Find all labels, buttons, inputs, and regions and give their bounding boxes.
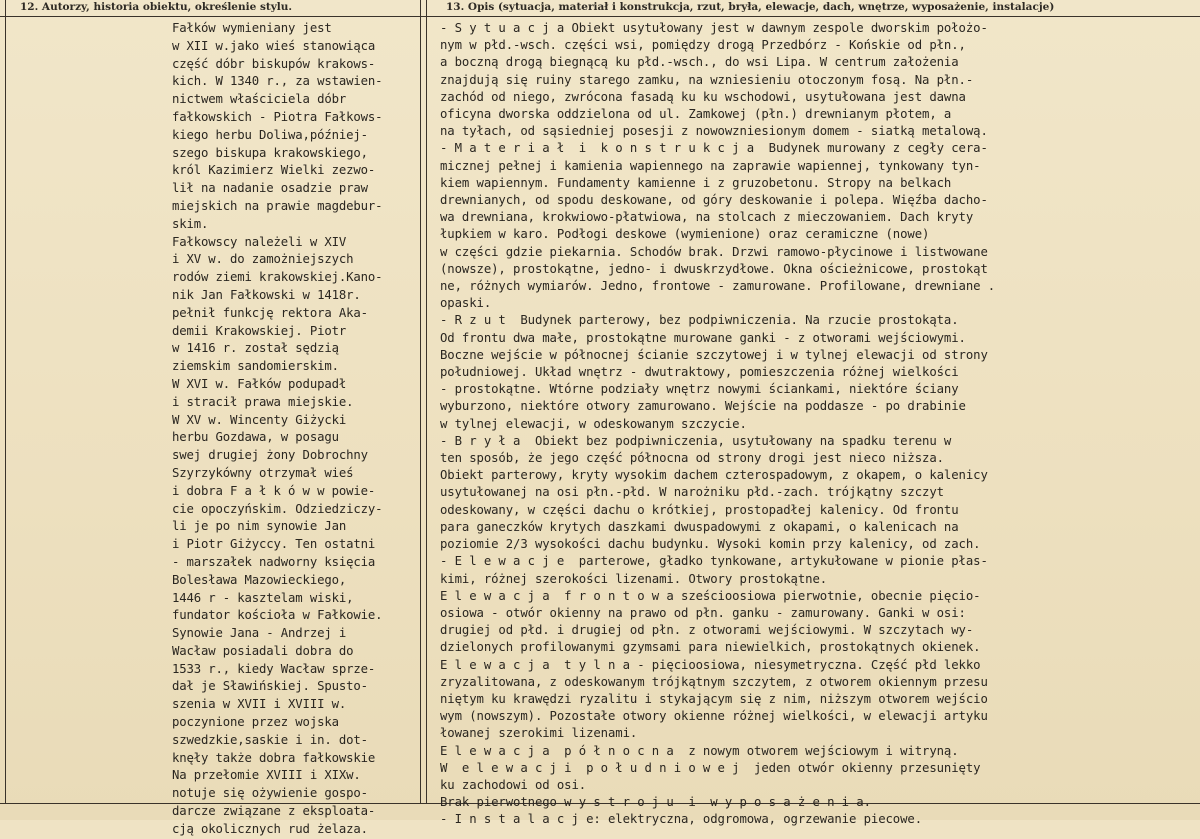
history-text-line: 1446 r - kasztelam wiski, (172, 590, 354, 605)
history-text-line: i Piotr Giżyccy. Ten ostatni (172, 537, 376, 552)
column-divider-right (426, 0, 427, 804)
history-text-line: Fałkowscy należeli w XIV (172, 234, 347, 249)
description-text-line: ne, różnych wymiarów. Jedno, frontowe - zamurowane. Profilowane, drewniane . (440, 279, 996, 294)
description-text-line: kiem wapiennym. Fundamenty kamienne i z gruzobetonu. Stropy na belkach (440, 175, 952, 190)
history-text-line: szego biskupa krakowskiego, (172, 145, 368, 160)
history-text-line: knęły także dobra fałkowskie (172, 750, 376, 765)
history-text-line: W XVI w. Fałków podupadł (172, 376, 347, 391)
description-text-line: usytułowanej na osi płn.-płd. W narożniku płd.-zach. trójkątny szczyt (440, 485, 944, 500)
left-border (5, 0, 6, 804)
history-text-line: pełnił funkcję rektora Aka- (172, 305, 368, 320)
history-text-line: w 1416 r. został sędzią (172, 341, 339, 356)
description-text-line: kimi, różnej szerokości lizenami. Otwory prostokątne. (440, 571, 828, 586)
history-text-line: poczynione przez wojska (172, 715, 339, 730)
history-text-line: swej drugiej żony Dobrochny (172, 448, 368, 463)
description-text-line: drugiej od płd. i drugiej od płn. z otworami wejściowymi. W szczytach wy- (440, 623, 974, 638)
description-text-line: opaski. (440, 296, 492, 311)
description-text-line: nym w płd.-wsch. części wsi, pomiędzy drogą Przedbórz - Końskie od płn., (440, 38, 966, 53)
history-text-line: Wacław posiadali dobra do (172, 643, 354, 658)
history-text-line: część dóbr biskupów krakows- (172, 56, 376, 71)
history-text-line: kich. W 1340 r., za wstawien- (172, 74, 383, 89)
history-text-line: demii Krakowskiej. Piotr (172, 323, 347, 338)
history-text-line: szwedzkie,saskie i in. dot- (172, 732, 368, 747)
history-text-line: miejskich na prawie magdebur- (172, 198, 383, 213)
description-text-line: Brak pierwotnego w y s t r o j u i w y p o s a ż e n i a. (440, 795, 871, 810)
history-text-line: 1533 r., kiedy Wacław sprze- (172, 661, 376, 676)
history-text-line: Szyrzykówny otrzymał wieś (172, 465, 354, 480)
history-text-line: kiego herbu Doliwa,później- (172, 127, 368, 142)
history-text-line: nictwem właściciela dóbr (172, 92, 347, 107)
description-text-line: zryzalitowana, z odeskowanym trójkątnym szczytem, z otworem okiennym przesu (440, 674, 988, 689)
history-text-line: dał je Sławińskiej. Spusto- (172, 679, 368, 694)
description-text-line: - M a t e r i a ł i k o n s t r u k c j a Budynek murowany z cegły cera- (440, 141, 988, 156)
description-text-line: wym (nowszym). Pozostałe otwory okienne różnej wielkości, w elewacji artyku (440, 709, 988, 724)
description-text-line: południowej. Układ wnętrz - dwutraktowy, pomieszczenia różnej wielkości (440, 365, 959, 380)
description-text-line: na tyłach, od sąsiedniej posesji z nowowzniesionym domem - siatką metalową. (440, 124, 988, 139)
history-text-line: lił na nadanie osadzie praw (172, 181, 368, 196)
description-text-line: - B r y ł a Obiekt bez podpiwniczenia, usytułowany na spadku terenu w (440, 433, 952, 448)
history-text-line: nik Jan Fałkowski w 1418r. (172, 287, 361, 302)
description-text-line: niętym ku krawędzi ryzalitu i stykającym się z nim, niższym otworem wejścio (440, 691, 988, 706)
history-text-line: fundator kościoła w Fałkowie. (172, 608, 383, 623)
description-text-line: wa drewniana, krokwiowo-płatwiowa, na stolcach z mieczowaniem. Dach kryty (440, 210, 974, 225)
description-text-line: zachód od niego, zwrócona fasadą ku ku wschodowi, usytułowana jest dawna (440, 89, 966, 104)
description-text-line: drewnianych, od spodu deskowane, od góry deskowanie i polepa. Więźba dacho- (440, 193, 988, 208)
description-text-line: Od frontu dwa małe, prostokątne murowane ganki - z otworami wejściowymi. (440, 330, 966, 345)
section-12-header: 12. Autorzy, historia obiektu, określenie stylu. (20, 1, 293, 13)
description-text-line: w części gdzie piekarnia. Schodów brak. Drzwi ramowo-płycinowe i listwowane (440, 244, 988, 259)
history-text-line: notuje się ożywienie gospo- (172, 786, 368, 801)
description-text-line: para ganeczków krytych daszkami dwuspadowymi z okapami, o kalenicach na (440, 519, 959, 534)
history-text-line: li je po nim synowie Jan (172, 519, 347, 534)
history-text-line: cją okolicznych rud żelaza. (172, 821, 368, 836)
description-text-line: oficyna dworska oddzielona od ul. Zamkowej (płn.) drewnianym płotem, a (440, 107, 952, 122)
history-text-line: skim. (172, 216, 209, 231)
description-text-line: W e l e w a c j i p o ł u d n i o w e j jeden otwór okienny przesunięty (440, 760, 981, 775)
description-text-line: ku zachodowi od osi. (440, 777, 587, 792)
description-text-line: a boczną drogą biegnącą ku płd.-wsch., do wsi Lipa. W centrum założenia (440, 55, 959, 70)
description-text-line: E l e w a c j a p ó ł n o c n a z nowym otworem wejściowym i witryną. (440, 743, 959, 758)
description-text-line: E l e w a c j a f r o n t o w a sześcioosiowa pierwotnie, obecnie pięcio- (440, 588, 981, 603)
description-text-line: poziomie 2/3 wysokości dachu budynku. Wysoki komin przy kalenicy, od zach. (440, 537, 981, 552)
description-text-line: odeskowany, w części dachu o krótkiej, prostopadłej kalenicy. Od frontu (440, 502, 959, 517)
description-text-line: ten sposób, że jego część północna od strony drogi jest nieco niższa. (440, 451, 944, 466)
description-text-line: Obiekt parterowy, kryty wysokim dachem czterospadowym, z okapem, o kalenicy (440, 468, 988, 483)
history-text-line: i stracił prawa miejskie. (172, 394, 354, 409)
history-text-line: Synowie Jana - Andrzej i (172, 626, 347, 641)
history-text-line: cie opoczyńskim. Odziedziczy- (172, 501, 383, 516)
history-text-line: Bolesława Mazowieckiego, (172, 572, 347, 587)
history-text-line: darcze związane z eksploata- (172, 804, 376, 819)
description-text-line: osiowa - otwór okienny na prawo od płn. ganku - zamurowany. Ganki w osi: (440, 605, 966, 620)
history-text-line: i XV w. do zamożniejszych (172, 252, 354, 267)
description-text-line: łupkiem w karo. Podłogi deskowe (wymienione) oraz ceramiczne (nowe) (440, 227, 930, 242)
description-text-line: dzielonych profilowanymi gzymsami para niewielkich, prostokątnych okienek. (440, 640, 981, 655)
history-text-line: i dobra F a ł k ó w w powie- (172, 483, 376, 498)
description-text-line: łowanej szerokimi lizenami. (440, 726, 638, 741)
description-text-line: - R z u t Budynek parterowy, bez podpiwniczenia. Na rzucie prostokąta. (440, 313, 959, 328)
description-text-line: - I n s t a l a c j e: elektryczna, odgromowa, ogrzewanie piecowe. (440, 812, 923, 827)
column-divider-left (420, 0, 421, 804)
description-text-line: znajdują się ruiny starego zamku, na wzniesieniu otoczonym fosą. Na płn.- (440, 72, 974, 87)
history-text-line: szenia w XVII i XVIII w. (172, 697, 347, 712)
history-text-line: rodów ziemi krakowskiej.Kano- (172, 270, 383, 285)
history-text-line: ziemskim sandomierskim. (172, 359, 339, 374)
history-text-line: w XII w.jako wieś stanowiąca (172, 38, 376, 53)
description-text-line: micznej pełnej i kamienia wapiennego na zaprawie wapiennej, tynkowany tyn- (440, 158, 981, 173)
description-text-line: Boczne wejście w północnej ścianie szczytowej i w tylnej elewacji od strony (440, 347, 988, 362)
description-text-line: - prostokątne. Wtórne podziały wnętrz nowymi ściankami, niektóre ściany (440, 382, 959, 397)
top-rule (0, 16, 1200, 17)
description-text-line: wyburzono, niektóre otwory zamurowano. Wejście na poddasze - po drabinie (440, 399, 966, 414)
description-text-line: - E l e w a c j e parterowe, gładko tynkowane, artykułowane w pionie płas- (440, 554, 988, 569)
history-column (172, 20, 418, 839)
history-text-line: król Kazimierz Wielki zezwo- (172, 163, 376, 178)
description-text-line: - S y t u a c j a Obiekt usytułowany jest w dawnym zespole dworskim położo- (440, 21, 988, 35)
description-text-line: w tylnej elewacji, w odeskowanym szczycie. (440, 416, 747, 431)
history-text-line: - marszałek nadworny księcia (172, 554, 376, 569)
description-column (440, 20, 1196, 829)
section-13-header: 13. Opis (sytuacja, materiał i konstrukcja, rzut, bryła, elewacje, dach, wnętrze, wyposażenie, instalacje) (446, 1, 1055, 13)
description-text-line: E l e w a c j a t y l n a - pięcioosiowa, niesymetryczna. Część płd lekko (440, 657, 981, 672)
description-text-line: (nowsze), prostokątne, jedno- i dwuskrzydłowe. Okna ościeżnicowe, prostokąt (440, 261, 988, 276)
history-text-line: W XV w. Wincenty Giżycki (172, 412, 347, 427)
history-text-line: fałkowskich - Piotra Fałkows- (172, 109, 383, 124)
history-text-line: Na przełomie XVIII i XIXw. (172, 768, 361, 783)
history-text-line: Fałków wymieniany jest (172, 21, 332, 35)
history-text-line: herbu Gozdawa, w posagu (172, 430, 339, 445)
